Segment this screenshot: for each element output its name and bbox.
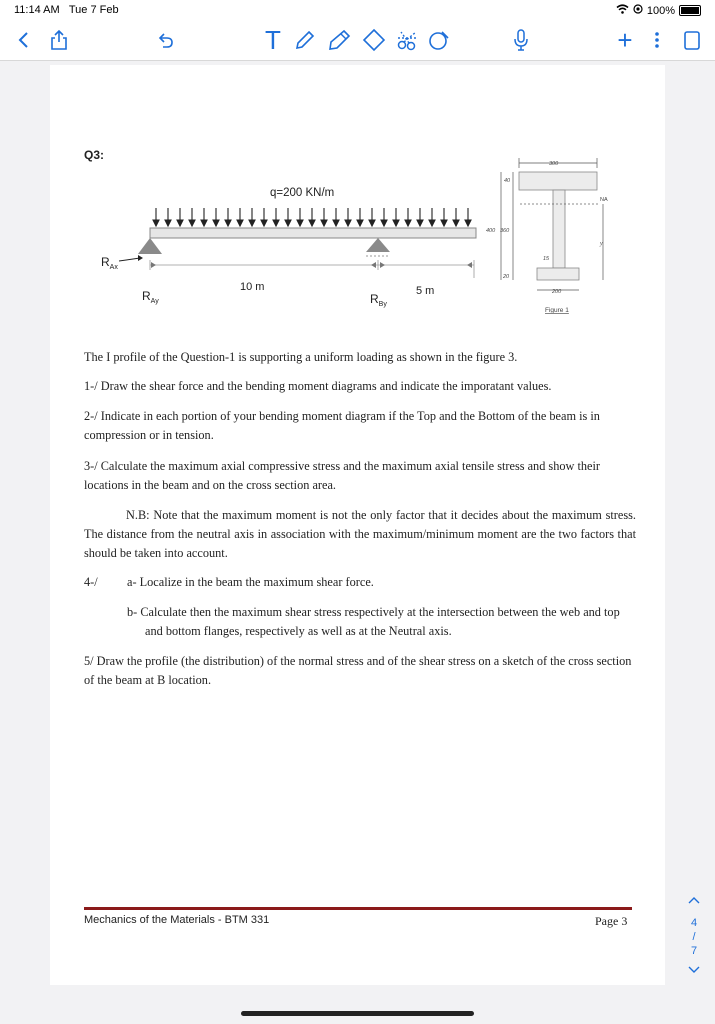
battery-percent: 100% — [646, 4, 675, 17]
span-label-2: 5 m — [416, 285, 435, 297]
question-4a: a- Localize in the beam the maximum shear force. — [127, 575, 374, 589]
dim-total: 400 — [486, 228, 496, 234]
question-4b: b- Calculate then the maximum shear stress respectively at the intersection between the web and top and bottom flanges, respectively as well as at the Neutral axis. — [127, 605, 620, 638]
total-pages: 7 — [690, 945, 698, 957]
dim-web: 360 — [500, 228, 510, 234]
dim-web-thickness: 15 — [543, 256, 550, 262]
chevron-up-icon[interactable] — [686, 895, 702, 917]
status-time: 11:14 AM Tue 7 Feb — [14, 4, 119, 16]
i-section — [501, 158, 603, 290]
svg-text:RAx: $R_{Ax}$ — [101, 255, 118, 271]
reaction-ax: R — [101, 255, 110, 269]
y-label: y — [600, 241, 603, 247]
pin-support-a — [138, 238, 162, 254]
intro-text: The I profile of the Question-1 is supporting a uniform loading as shown in the figure 3. — [84, 350, 518, 364]
dim-bottom-flange: 20 — [503, 274, 510, 280]
figure-caption: Figure 1 — [545, 307, 569, 314]
question-2: 2-/ Indicate in each portion of your bending moment diagram if the Top and the Bottom of the beam is in compression or in tension. — [84, 409, 600, 442]
svg-text:RAy: $R_{Ay}$ — [142, 289, 159, 305]
chevron-down-icon[interactable] — [686, 965, 702, 985]
add-button[interactable]: + — [617, 24, 633, 55]
dim-bottom: 200 — [552, 289, 562, 295]
question-1: 1-/ Draw the shear force and the bending moment diagrams and indicate the imporatant values. — [84, 379, 552, 393]
load-label: q=200 KN/m — [270, 187, 335, 199]
dim-top: 300 — [549, 161, 559, 167]
page-scroller[interactable] — [686, 895, 702, 995]
question-5: 5/ Draw the profile (the distribution) of the normal stress and of the shear stress on a sketch of the cross section of the beam at B location. — [84, 654, 632, 687]
question-label: Q3: — [84, 148, 105, 162]
span-label-1: 10 m — [240, 281, 265, 293]
current-page: 4 — [690, 917, 698, 929]
reaction-ay: R — [142, 289, 151, 303]
page-separator: / — [692, 931, 696, 943]
question-4-label: 4-/ — [84, 575, 98, 589]
beam — [150, 228, 476, 238]
svg-text:RBy: $R_{By}$ — [370, 292, 387, 308]
text-tool-button[interactable]: T — [265, 24, 281, 55]
beam-figure — [0, 0, 715, 330]
footer-course: Mechanics of the Materials - BTM 331 — [84, 914, 270, 926]
roller-support-b — [366, 238, 390, 252]
footer-rule — [84, 907, 632, 910]
home-indicator[interactable] — [241, 1011, 474, 1016]
reaction-by: R — [370, 292, 379, 306]
footer-page: Page 3 — [595, 914, 628, 928]
question-3: 3-/ Calculate the maximum axial compressive stress and the maximum axial tensile stress and show their locations in the beam and on the cross section area. — [84, 459, 601, 492]
nb-note: N.B: Note that the maximum moment is not the only factor that it decides about the maximum stress. The distance from the neutral axis in association with the maximum/minimum moment are the two factors that should be taken into account. — [84, 508, 636, 560]
dim-flange-top: 40 — [504, 178, 511, 184]
load-arrows — [153, 208, 471, 226]
na-label: NA — [600, 197, 608, 203]
